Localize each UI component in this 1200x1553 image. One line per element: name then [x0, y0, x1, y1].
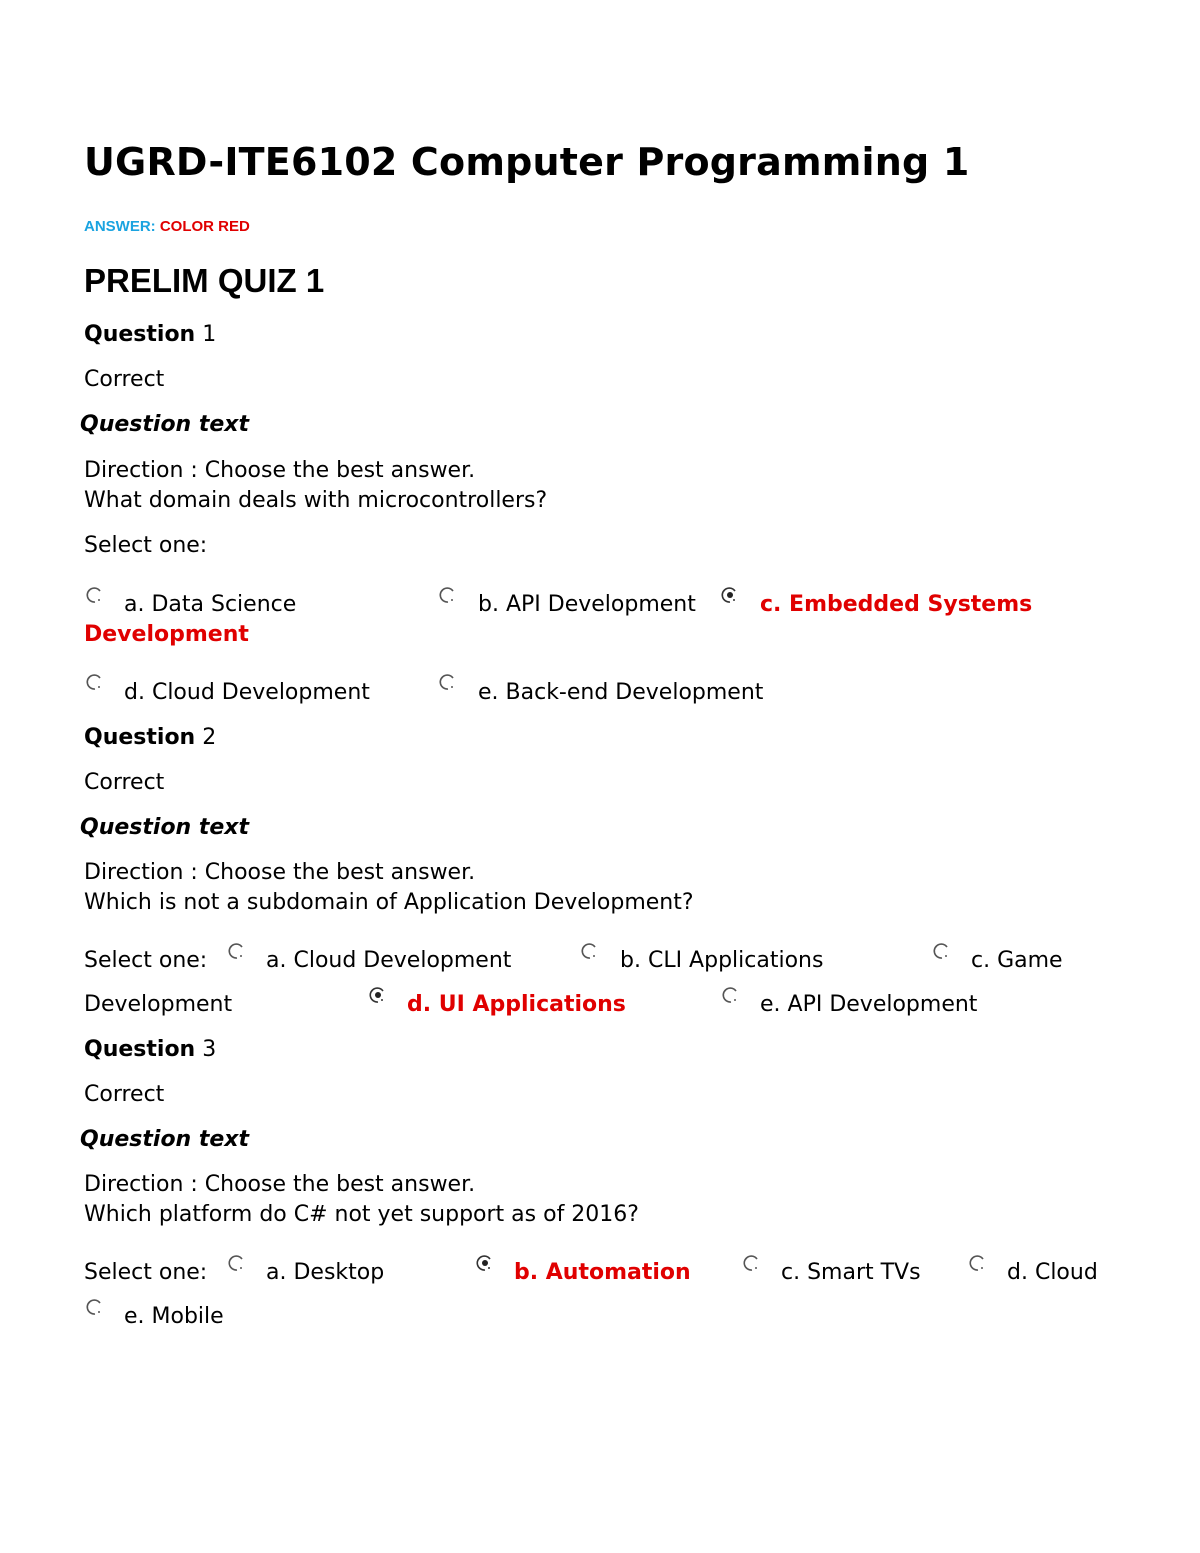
select-one-label: Select one: — [84, 533, 208, 558]
option-e[interactable]: e. Mobile — [124, 1304, 224, 1329]
question-heading — [84, 1037, 216, 1062]
question-label: Question — [84, 322, 196, 347]
question-status: Correct — [84, 1082, 165, 1107]
radio-checked-icon[interactable] — [476, 1254, 494, 1272]
select-one-label: Select one: — [84, 948, 208, 973]
question-text-label: Question text — [80, 412, 250, 437]
answer-note — [84, 218, 250, 235]
question-text-label: Question text — [80, 815, 250, 840]
radio-unchecked-icon[interactable] — [743, 1254, 761, 1272]
option-e[interactable]: e. API Development — [760, 992, 978, 1017]
radio-unchecked-icon[interactable] — [86, 1298, 104, 1316]
radio-unchecked-icon[interactable] — [86, 673, 104, 691]
option-c[interactable]: c. Game — [971, 948, 1063, 973]
question-direction: Direction : Choose the best answer. — [84, 458, 476, 483]
question-prompt: Which is not a subdomain of Application Development? — [84, 890, 694, 915]
option-c-correct-continued: Development — [84, 622, 249, 647]
question-number: 1 — [202, 322, 217, 347]
option-c-continued: Development — [84, 992, 233, 1017]
radio-unchecked-icon[interactable] — [439, 673, 457, 691]
document-title: UGRD-ITE6102 Computer Programming 1 — [84, 140, 970, 184]
option-d[interactable]: d. Cloud — [1007, 1260, 1098, 1285]
question-number: 2 — [202, 725, 217, 750]
question-heading — [84, 725, 216, 750]
question-number: 3 — [202, 1037, 217, 1062]
question-text-label: Question text — [80, 1127, 250, 1152]
radio-unchecked-icon[interactable] — [439, 586, 457, 604]
select-one-label: Select one: — [84, 1260, 208, 1285]
radio-unchecked-icon[interactable] — [228, 1254, 246, 1272]
radio-checked-icon[interactable] — [721, 586, 739, 604]
question-label: Question — [84, 1037, 196, 1062]
radio-unchecked-icon[interactable] — [228, 942, 246, 960]
question-direction: Direction : Choose the best answer. — [84, 860, 476, 885]
option-d-correct[interactable]: d. UI Applications — [407, 992, 626, 1017]
option-a[interactable]: a. Desktop — [266, 1260, 385, 1285]
option-c[interactable]: c. Smart TVs — [781, 1260, 921, 1285]
radio-unchecked-icon[interactable] — [722, 986, 740, 1004]
radio-unchecked-icon[interactable] — [581, 942, 599, 960]
question-label: Question — [84, 725, 196, 750]
radio-checked-icon[interactable] — [369, 986, 387, 1004]
option-a[interactable]: a. Cloud Development — [266, 948, 512, 973]
option-b-correct[interactable]: b. Automation — [514, 1260, 691, 1285]
question-direction: Direction : Choose the best answer. — [84, 1172, 476, 1197]
question-prompt: What domain deals with microcontrollers? — [84, 488, 548, 513]
option-d[interactable]: d. Cloud Development — [124, 680, 370, 705]
radio-unchecked-icon[interactable] — [86, 586, 104, 604]
question-heading — [84, 322, 216, 347]
option-b[interactable]: b. API Development — [478, 592, 696, 617]
answer-note-value: COLOR RED — [159, 218, 250, 235]
option-e[interactable]: e. Back-end Development — [478, 680, 764, 705]
answer-note-label: ANSWER: — [84, 218, 156, 235]
option-a[interactable]: a. Data Science — [124, 592, 297, 617]
question-prompt: Which platform do C# not yet support as of 2016? — [84, 1202, 639, 1227]
quiz-title: PRELIM QUIZ 1 — [84, 262, 325, 299]
question-status: Correct — [84, 770, 165, 795]
option-b[interactable]: b. CLI Applications — [620, 948, 824, 973]
radio-unchecked-icon[interactable] — [969, 1254, 987, 1272]
radio-unchecked-icon[interactable] — [933, 942, 951, 960]
question-status: Correct — [84, 367, 165, 392]
option-c-correct[interactable]: c. Embedded Systems — [760, 592, 1033, 617]
